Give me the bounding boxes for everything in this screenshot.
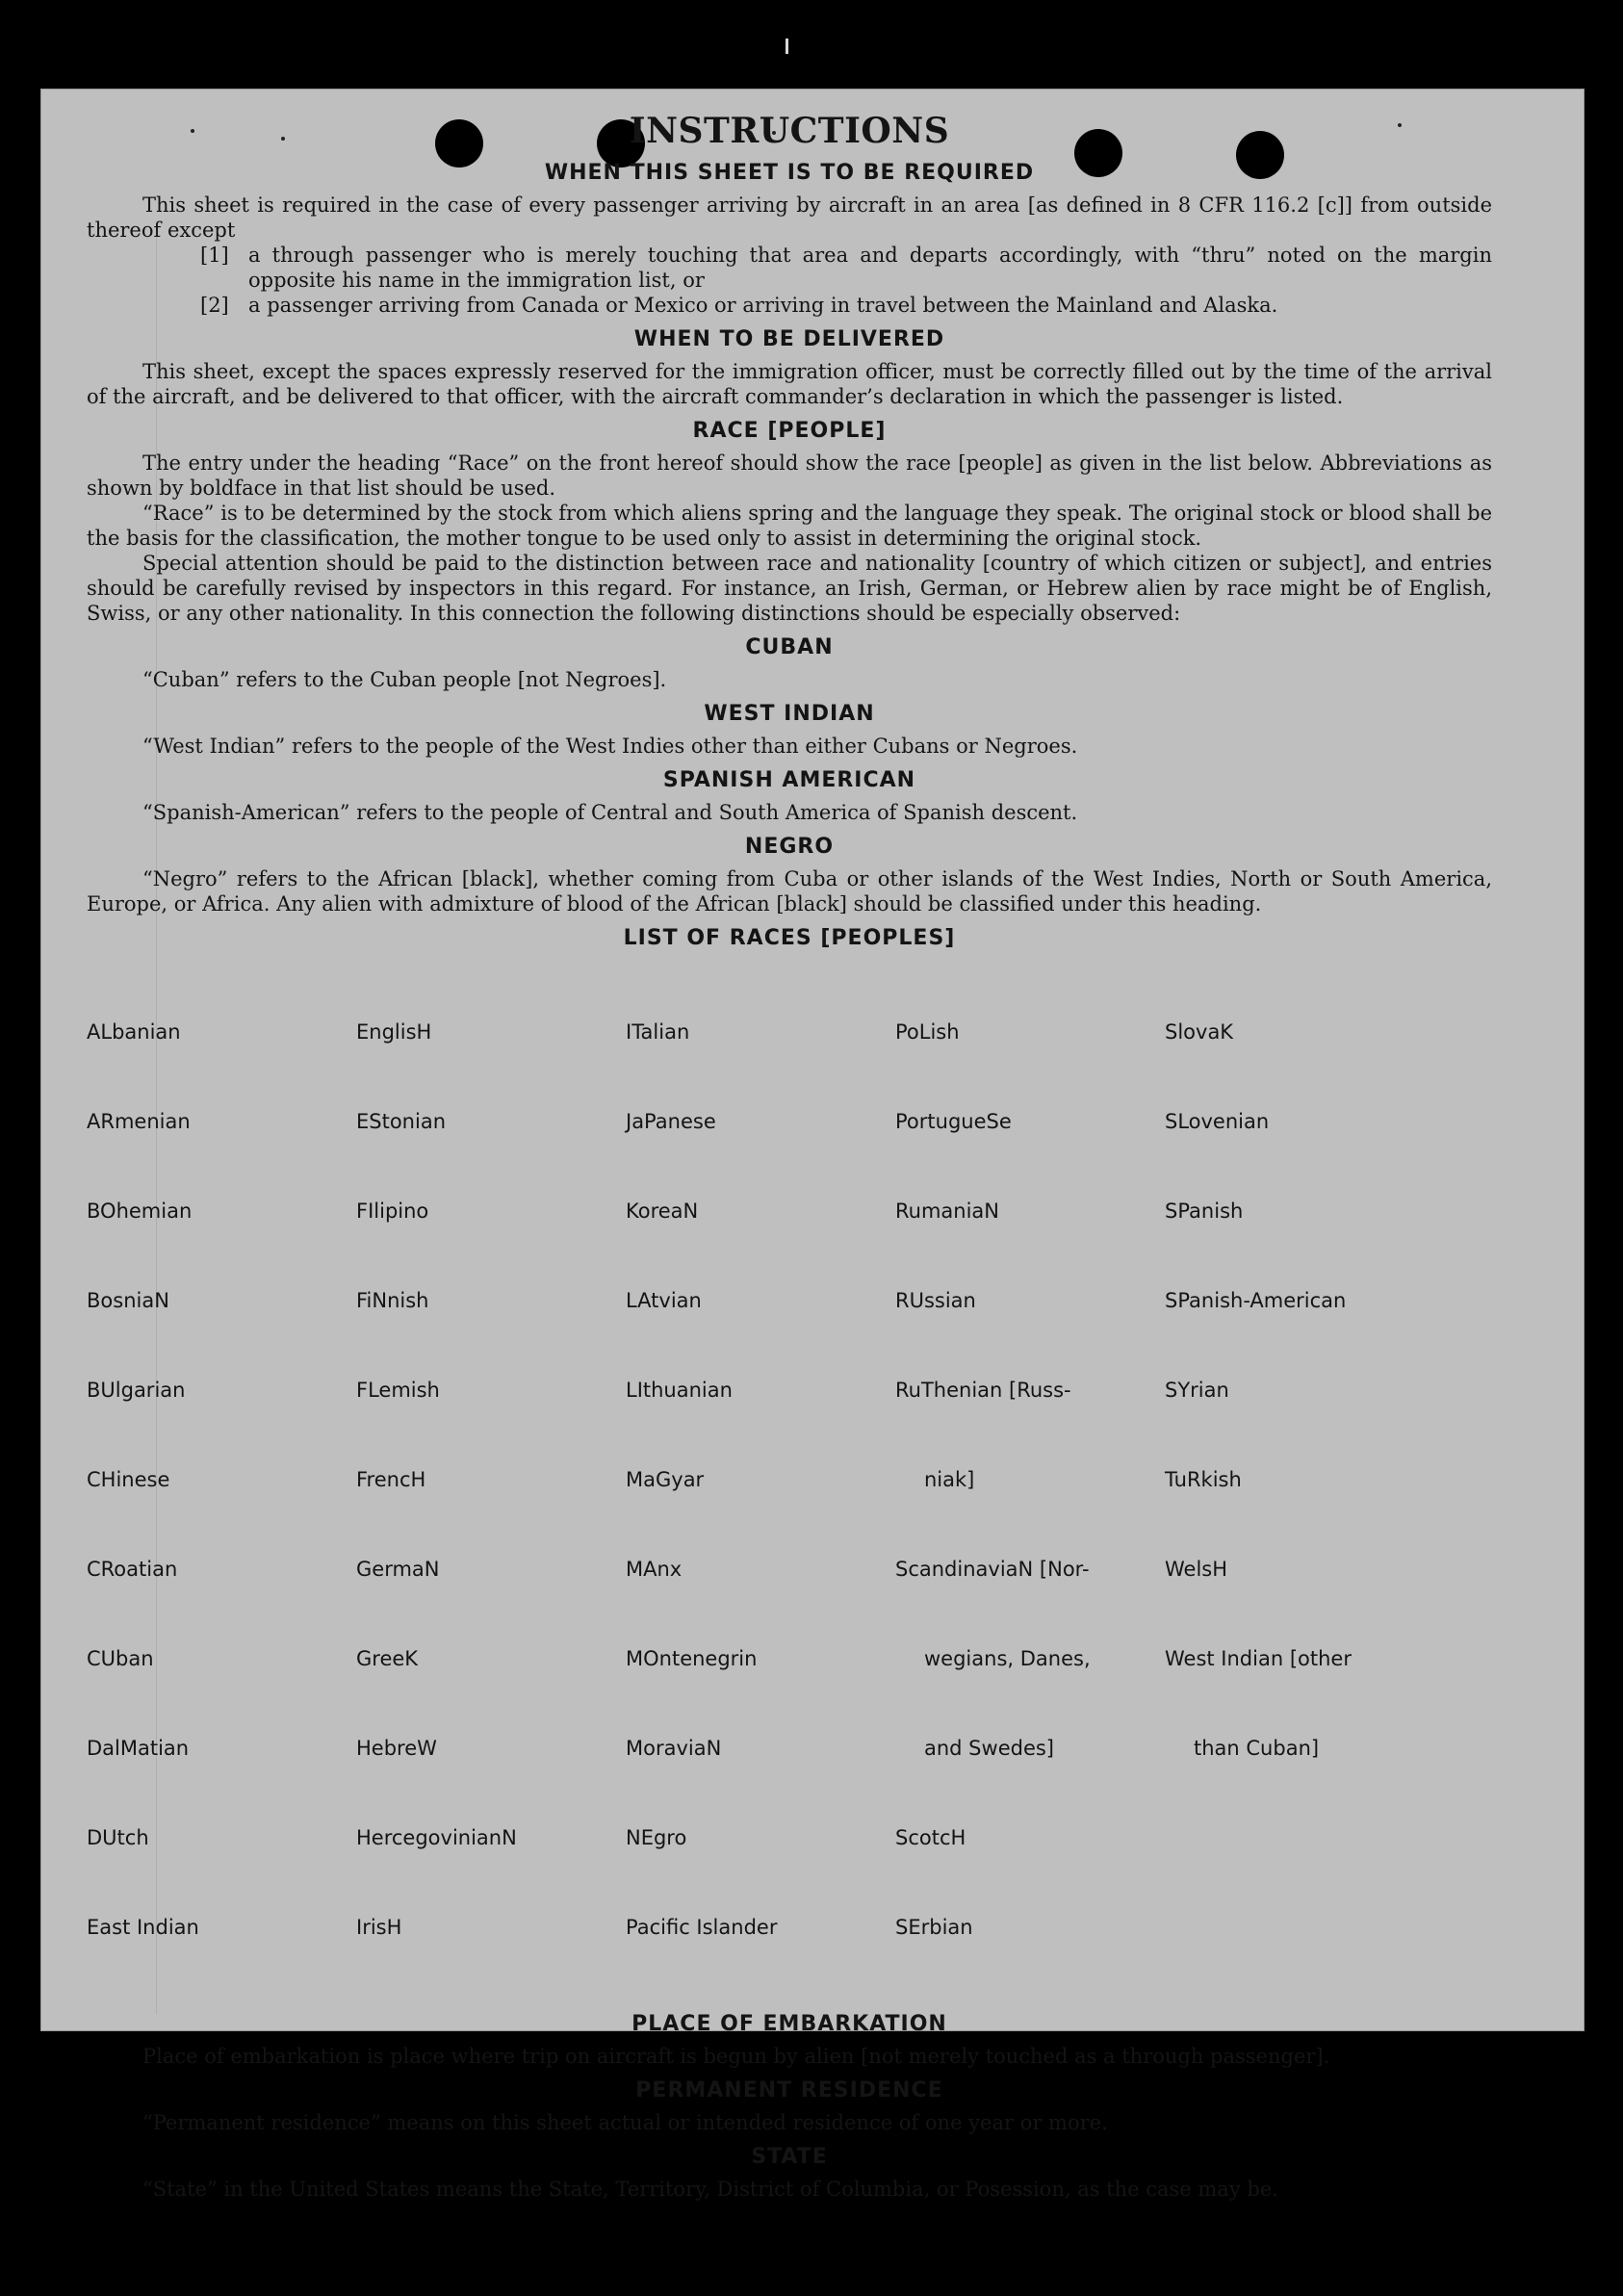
races-list [87, 958, 1492, 2002]
race-entry: wegians, Danes, [924, 1647, 1091, 1670]
west-indian-text: “West Indian” refers to the people of the West Indies other than either Cubans or Negroes. [142, 735, 1078, 758]
race-entry: SYrian [1165, 1379, 1229, 1402]
race-entry: and Swedes] [924, 1737, 1054, 1760]
exception-number: [2] [200, 294, 229, 317]
race-entry: ScandinaviaN [Nor- [895, 1558, 1090, 1581]
heading-when-delivered: WHEN TO BE DELIVERED [633, 327, 945, 351]
exception-number: [1] [200, 244, 229, 267]
race-entry: PoLish [895, 1020, 960, 1044]
race-column [626, 958, 895, 2002]
race-entry: MAnx [626, 1558, 683, 1581]
heading-embarkation: PLACE OF EMBARKATION [631, 2012, 947, 2036]
race-entry: East Indian [87, 1916, 199, 1939]
race-column [1165, 958, 1454, 2002]
residence-text: “Permanent residence” means on this sheet actual or intended residence of one year or more. [142, 2111, 1108, 2134]
race-entry: CHinese [87, 1468, 170, 1491]
race-entry: GermaN [356, 1558, 440, 1581]
race-entry: LIthuanian [626, 1379, 733, 1402]
race-entry: DalMatian [87, 1737, 190, 1760]
race-entry: MOntenegrin [626, 1647, 758, 1670]
exception-item [200, 293, 1492, 318]
exception-text: a passenger arriving from Canada or Mexico or arriving in travel between the Mainland and Alaska. [248, 294, 1278, 317]
exception-text: a through passenger who is merely touching that area and departs accordingly, with “thru” noted on the margin opposite his name in the immigration list, or [248, 244, 1492, 292]
race-entry: LAtvian [626, 1289, 702, 1312]
required-intro: This sheet is required in the case of every passenger arriving by aircraft in an area [as defined in 8 CFR 116.2 [c]] from outside thereof except [87, 193, 1492, 242]
race-entry: GreeK [356, 1647, 419, 1670]
race-entry: West Indian [other [1165, 1647, 1352, 1670]
page-title: INSTRUCTIONS [629, 111, 950, 151]
race-entry: ITalian [626, 1020, 690, 1044]
heading-spanish-american: SPANISH AMERICAN [662, 768, 916, 792]
embarkation-text: Place of embarkation is place where trip on aircraft is begun by alien [not merely touched as a through passenger]. [142, 2045, 1330, 2068]
heading-race: RACE [PEOPLE] [692, 419, 887, 443]
race-entry: RumaniaN [895, 1200, 1000, 1223]
spanish-american-text: “Spanish-American” refers to the people of Central and South America of Spanish descent. [142, 801, 1078, 824]
negro-text: “Negro” refers to the African [black], whether coming from Cuba or other islands of the West Indies, North or South America, Europe, or Africa. Any alien with admixture of blood of the African [black] should be classified under this heading. [87, 867, 1492, 916]
race-entry: RuThenian [Russ- [895, 1379, 1071, 1402]
race-entry: HercegovinianN [356, 1826, 517, 1849]
race-entry: ALbanian [87, 1020, 181, 1044]
race-entry: than Cuban] [1194, 1737, 1320, 1760]
race-entry: EStonian [356, 1110, 447, 1133]
race-entry: MoraviaN [626, 1737, 722, 1760]
race-entry: FLemish [356, 1379, 440, 1402]
race-entry: CUban [87, 1647, 154, 1670]
race-entry: DUtch [87, 1826, 149, 1849]
race-entry: JaPanese [626, 1110, 716, 1133]
race-entry: NEgro [626, 1826, 687, 1849]
race-entry: SPanish [1165, 1200, 1244, 1223]
race-entry: KoreaN [626, 1200, 699, 1223]
race-paragraph-1: The entry under the heading “Race” on the front hereof should show the race [people] as given in the list below. Abbreviations as shown by boldface in that list should be used. [87, 451, 1492, 500]
heading-list-of-races: LIST OF RACES [PEOPLES] [623, 926, 956, 950]
race-entry: Pacific Islander [626, 1916, 778, 1939]
race-entry: ARmenian [87, 1110, 191, 1133]
heading-state: STATE [751, 2145, 828, 2169]
heading-cuban: CUBAN [745, 635, 834, 659]
state-text: “State” in the United States means the State, Territory, District of Columbia, or Posession, as the case may be. [142, 2178, 1278, 2201]
race-entry: SErbian [895, 1916, 973, 1939]
heading-west-indian: WEST INDIAN [704, 702, 875, 726]
delivered-text: This sheet, except the spaces expressly reserved for the immigration officer, must be correctly filled out by the time of the arrival of the aircraft, and be delivered to that officer, with the aircraft commander’s declaration in which the passenger is listed. [87, 360, 1492, 408]
scan-tick-mark [786, 39, 788, 54]
race-entry: IrisH [356, 1916, 402, 1939]
race-entry: BUlgarian [87, 1379, 186, 1402]
race-paragraph-3: Special attention should be paid to the distinction between race and nationality [country of which citizen or subject], and entries should be carefully revised by inspectors in this regard. For instance, an Irish, German, or Hebrew alien by race might be of English, Swiss, or any other nationality. In this connection the following distinctions should be especially observed: [87, 552, 1492, 625]
race-entry: FIlipino [356, 1200, 429, 1223]
heading-permanent-residence: PERMANENT RESIDENCE [635, 2078, 943, 2103]
race-entry: niak] [924, 1468, 975, 1491]
heading-negro: NEGRO [744, 835, 835, 859]
race-entry: WelsH [1165, 1558, 1228, 1581]
race-entry: HebreW [356, 1737, 437, 1760]
race-entry: BosniaN [87, 1289, 169, 1312]
race-entry: SlovaK [1165, 1020, 1234, 1044]
race-entry: PortugueSe [895, 1110, 1012, 1133]
race-entry: SLovenian [1165, 1110, 1270, 1133]
race-paragraph-2: “Race” is to be determined by the stock from which aliens spring and the language they speak. The original stock or blood shall be the basis for the classification, the mother tongue to be used only to assist in determining the original stock. [87, 502, 1492, 550]
race-entry: EnglisH [356, 1020, 432, 1044]
race-entry: SPanish-American [1165, 1289, 1347, 1312]
race-entry: RUssian [895, 1289, 976, 1312]
race-entry: FrencH [356, 1468, 426, 1491]
instructions-text [87, 111, 1492, 2202]
race-column [87, 958, 356, 2002]
race-column [895, 958, 1165, 2002]
heading-when-required: WHEN THIS SHEET IS TO BE REQUIRED [544, 161, 1035, 185]
race-entry: ScotcH [895, 1826, 966, 1849]
race-entry: FiNnish [356, 1289, 429, 1312]
race-entry: CRoatian [87, 1558, 178, 1581]
exception-item [200, 243, 1492, 293]
race-entry: MaGyar [626, 1468, 705, 1491]
cuban-text: “Cuban” refers to the Cuban people [not Negroes]. [142, 668, 667, 691]
race-entry: BOhemian [87, 1200, 193, 1223]
race-column [356, 958, 626, 2002]
race-entry: TuRkish [1165, 1468, 1242, 1491]
